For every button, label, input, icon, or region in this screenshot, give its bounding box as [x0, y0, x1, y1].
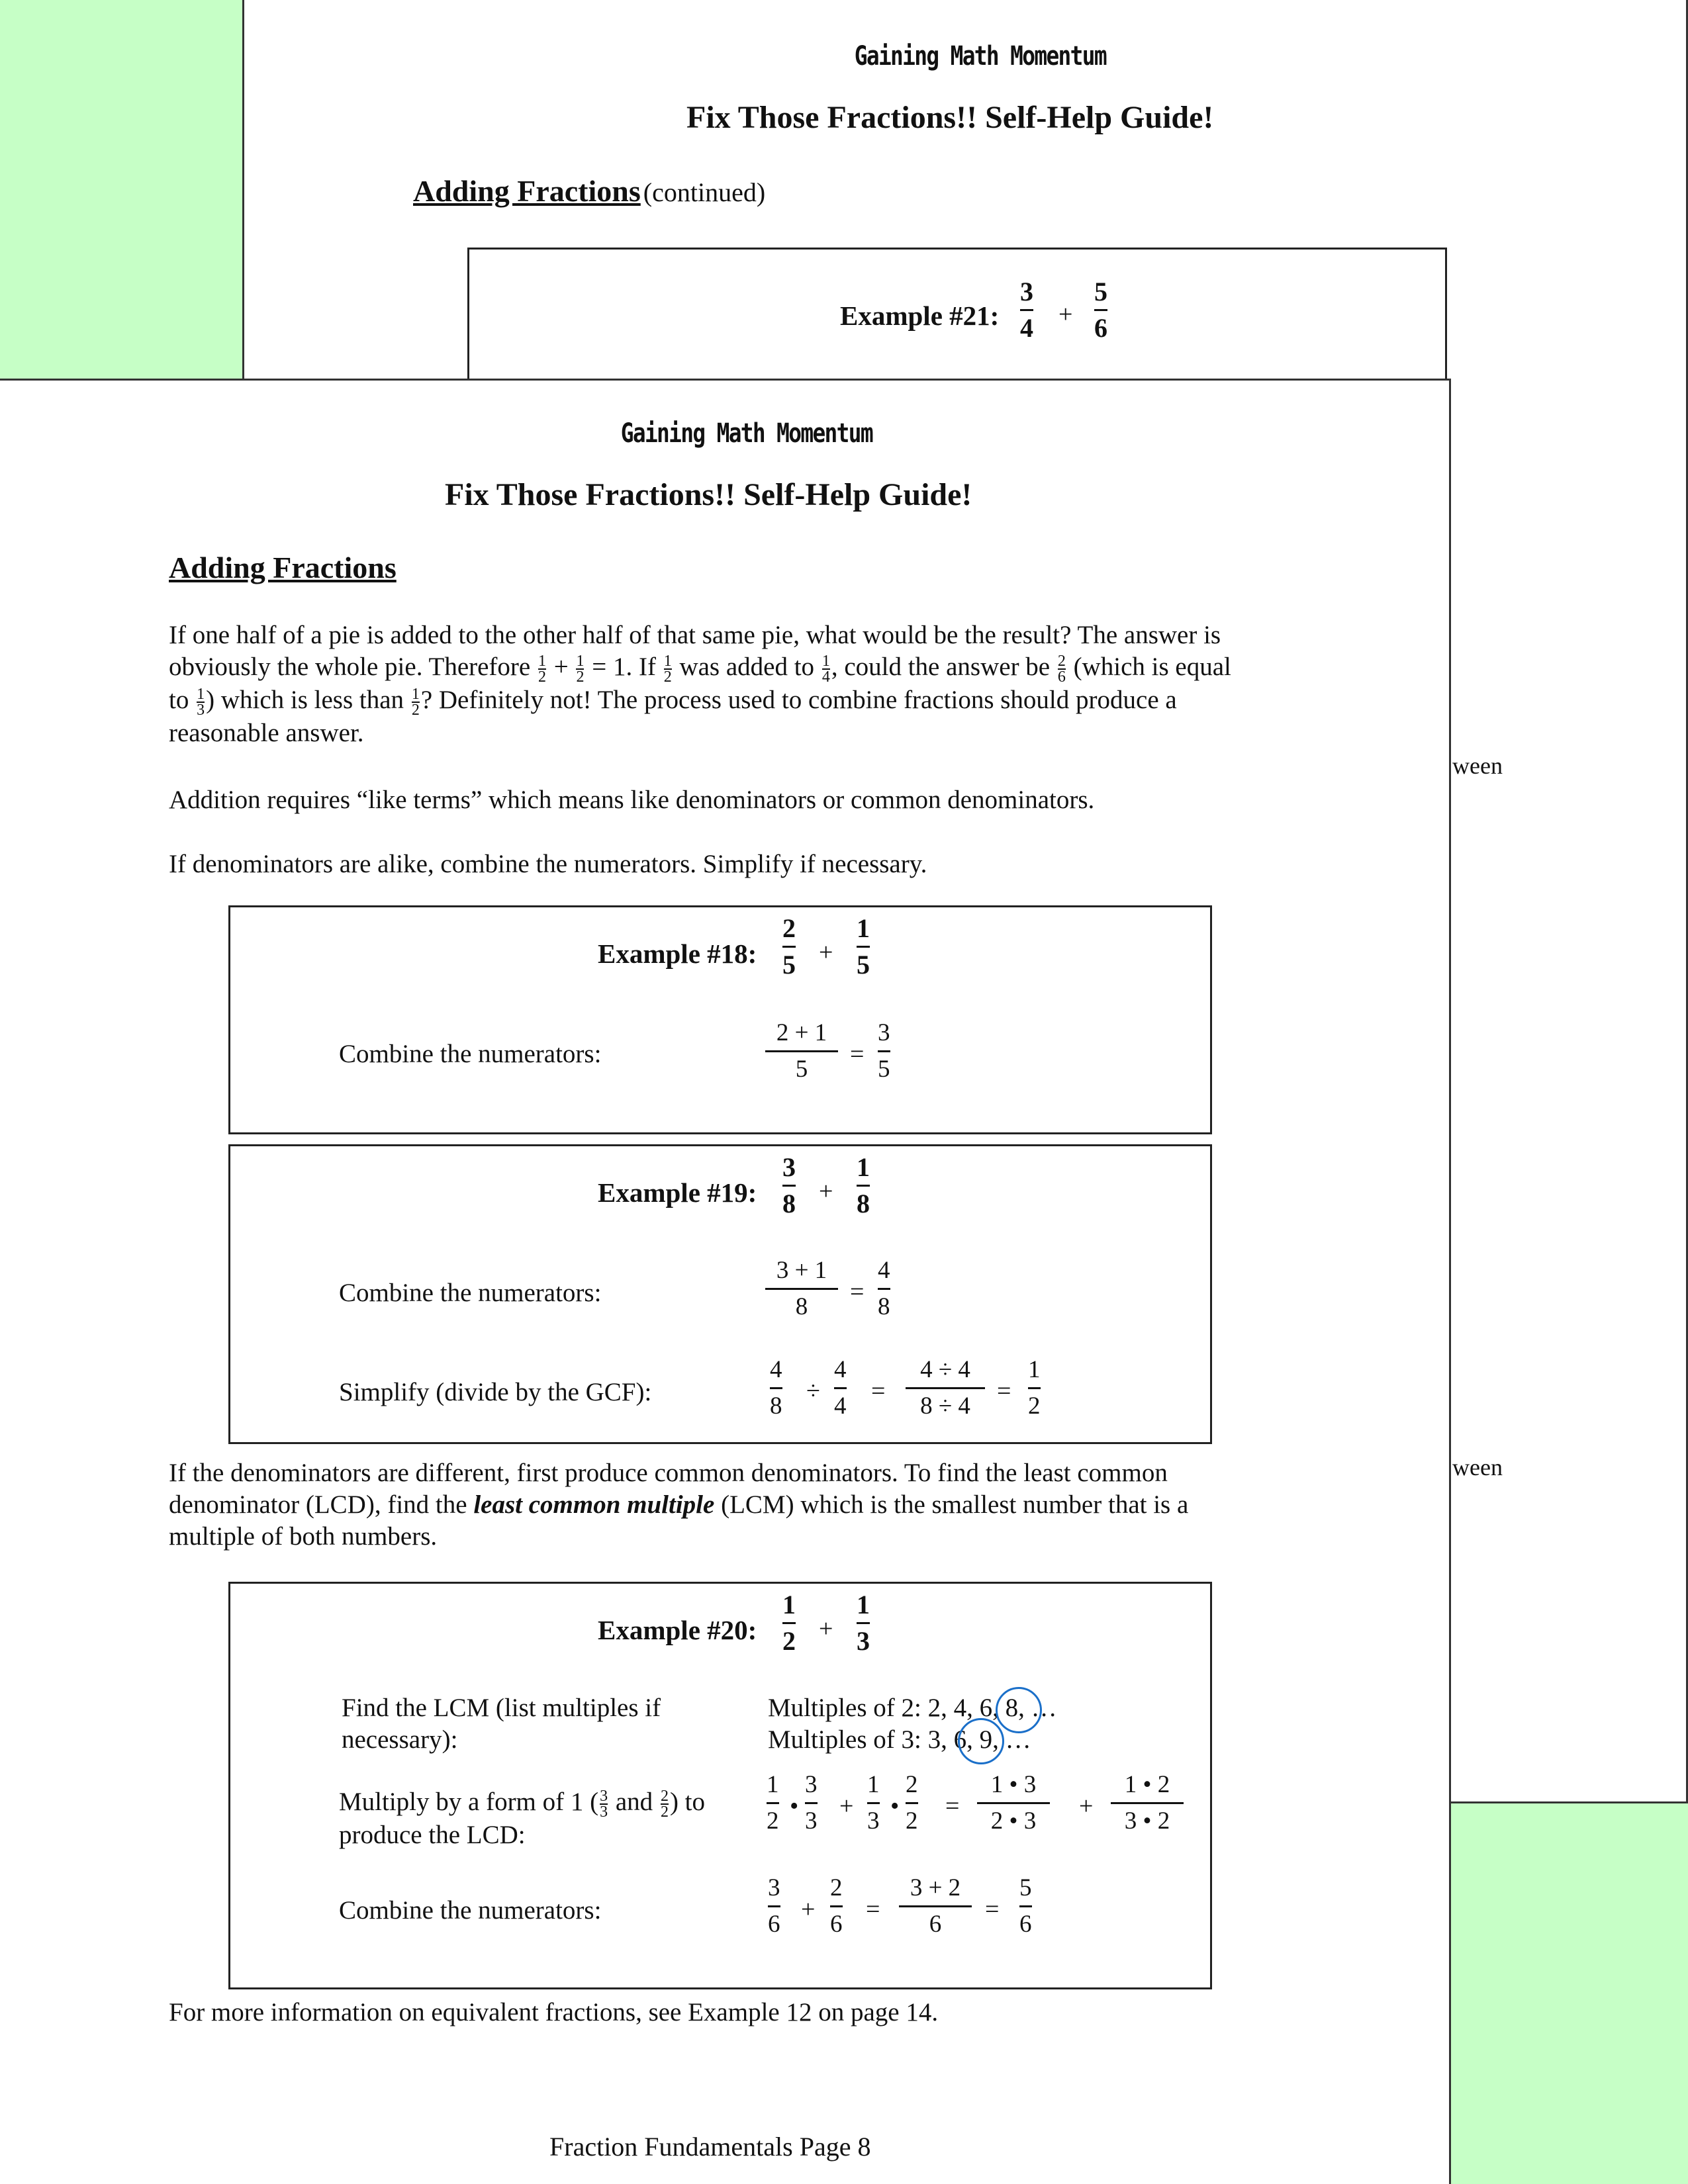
example19-result-frac: 4 8 [878, 1257, 890, 1320]
example20-plus: + [819, 1615, 833, 1643]
example20-m1: 1 2 [767, 1771, 779, 1835]
example21-frac-b: 5 6 [1094, 277, 1107, 343]
frac-half-2: $\frac{1}{2}$ [576, 653, 585, 686]
frac-quarter: $\frac{1}{4}$ [821, 653, 830, 686]
example20-equals-3: = [985, 1895, 1000, 1923]
example20-step1-label: Find the LCM (list multiples if necessary): [342, 1694, 661, 1754]
page-footer: Fraction Fundamentals Page 8 [549, 2132, 871, 2161]
example20-equals-2: = [866, 1895, 880, 1923]
like-terms-paragraph: Addition requires “like terms” which means like denominators or common denominators. [169, 786, 1095, 814]
front-heading: Adding Fractions [169, 551, 397, 584]
back-brand: Gaining Math Momentum [854, 41, 1106, 71]
example19-step1-frac: 3 + 1 8 [765, 1257, 838, 1320]
back-title: Fix Those Fractions!! Self-Help Guide! [686, 100, 1214, 135]
frac-third: $\frac{1}{3}$ [197, 686, 205, 719]
example20-m3: 1 3 [867, 1771, 880, 1835]
example21-label: Example #21: [840, 300, 1000, 331]
example21-plus: + [1058, 300, 1073, 328]
example19-step2-result: 1 2 [1028, 1356, 1041, 1420]
frac-two-sixths: $\frac{2}{6}$ [1057, 653, 1066, 686]
alike-paragraph: If denominators are alike, combine the numerators. Simplify if necessary. [169, 850, 927, 878]
example20-c1: 3 6 [768, 1874, 780, 1938]
example18-plus: + [819, 938, 833, 966]
example20-step2-label: Multiply by a form of 1 ( $\frac{3}{3}$ and $\frac{2}{2}$ ) to produce the LCD: [339, 1788, 706, 1850]
example20-m6: 1 • 2 3 • 2 [1111, 1772, 1184, 1835]
example18-box [228, 905, 1212, 1134]
example20-frac-a: 1 2 [782, 1590, 796, 1656]
example18-label: Example #18: [598, 938, 757, 969]
example20-label: Example #20: [598, 1615, 757, 1645]
frac-half-1: $\frac{1}{2}$ [538, 653, 546, 686]
example19-step2-frac-c: 4 ÷ 4 8 ÷ 4 [906, 1357, 985, 1420]
example19-equals: = [850, 1278, 865, 1306]
frac-two-halves: $\frac{2}{2}$ [660, 1788, 669, 1821]
example20-c3: 3 + 2 6 [899, 1875, 972, 1938]
example19-step2-frac-b: 4 4 [834, 1356, 847, 1420]
example19-equals-3: = [997, 1377, 1011, 1405]
example20-dot-2: • [890, 1792, 900, 1820]
example18-step1-label: Combine the numerators: [339, 1040, 602, 1068]
back-heading-row [413, 173, 765, 208]
example18-equals: = [850, 1040, 865, 1068]
frac-three-thirds: $\frac{3}{3}$ [600, 1788, 608, 1821]
example21-frac-a: 3 4 [1020, 277, 1033, 343]
front-brand: Gaining Math Momentum [620, 418, 872, 449]
example20-multiples-3: Multiples of 3: 3, 6, 9, … [768, 1725, 1031, 1754]
example19-step2-label: Simplify (divide by the GCF): [339, 1378, 652, 1406]
example19-step1-label: Combine the numerators: [339, 1279, 602, 1307]
back-edge-text-1: ween [1452, 752, 1503, 779]
back-heading-suffix: (continued) [643, 177, 766, 207]
example18-frac-b: 1 5 [857, 913, 870, 979]
example20-plus-3: + [1079, 1792, 1094, 1820]
example19-plus: + [819, 1177, 833, 1205]
example19-equals-2: = [871, 1377, 886, 1405]
example20-frac-b: 1 3 [857, 1590, 870, 1656]
example19-divide: ÷ [806, 1377, 820, 1405]
front-page [0, 379, 1451, 2184]
lcm-circle-2 [958, 1718, 1004, 1764]
example20-plus-2: + [839, 1792, 854, 1820]
front-title: Fix Those Fractions!! Self-Help Guide! [445, 477, 972, 512]
example20-plus-4: + [801, 1895, 816, 1923]
lcm-circle-1 [996, 1687, 1042, 1733]
example20-box [228, 1582, 1212, 1989]
frac-half-4: $\frac{1}{2}$ [411, 686, 420, 719]
example19-label: Example #19: [598, 1177, 757, 1208]
lcm-emphasis: least common multiple [473, 1490, 715, 1519]
example20-c2: 2 6 [830, 1874, 843, 1938]
frac-half-3: $\frac{1}{2}$ [663, 653, 672, 686]
example20-multiples-2: Multiples of 2: 2, 4, 6, 8, … [768, 1694, 1057, 1722]
example20-step3-label: Combine the numerators: [339, 1896, 602, 1925]
example19-frac-a: 3 8 [782, 1152, 796, 1218]
intro-paragraph: If one half of a pie is added to the other half of that same pie, what would be the result? The answer is obviously the whole pie. Therefore $\frac{1}{2}$ + $\frac{1}{2}$ = 1. If $\frac{1}{2}$ was added to $\frac{1}{4}$ , could the answer be $\frac{2}{6}$ (which is equal to $\frac{1}{3}$ ) which is less than $\frac{1}{2}$ ? Definitely not! The process used to combine fractions should produce a reasonable answer. [169, 621, 1231, 748]
back-heading: Adding Fractions [413, 174, 641, 208]
example18-frac-a: 2 5 [782, 913, 796, 979]
example20-dot-1: • [790, 1792, 799, 1820]
example18-result-frac: 3 5 [878, 1019, 890, 1083]
example19-box [228, 1144, 1212, 1444]
example19-frac-b: 1 8 [857, 1152, 870, 1218]
example20-c4: 5 6 [1019, 1874, 1032, 1938]
example20-m4: 2 2 [906, 1771, 918, 1835]
example18-step1-frac: 2 + 1 5 [765, 1020, 838, 1083]
different-paragraph: If the denominators are different, first produce common denominators. To find the least common denominator (LCD), find the least common multiple (LCM) which is the smallest number that is a multiple of both numbers. [169, 1459, 1189, 1551]
footer-note: For more information on equivalent fractions, see Example 12 on page 14. [169, 1998, 939, 2026]
back-edge-text-2: ween [1452, 1454, 1503, 1480]
example19-step2-frac-a: 4 8 [770, 1356, 782, 1420]
example20-equals-1: = [945, 1792, 960, 1820]
example20-m5: 1 • 3 2 • 3 [977, 1772, 1050, 1835]
example20-m2: 3 3 [805, 1771, 818, 1835]
